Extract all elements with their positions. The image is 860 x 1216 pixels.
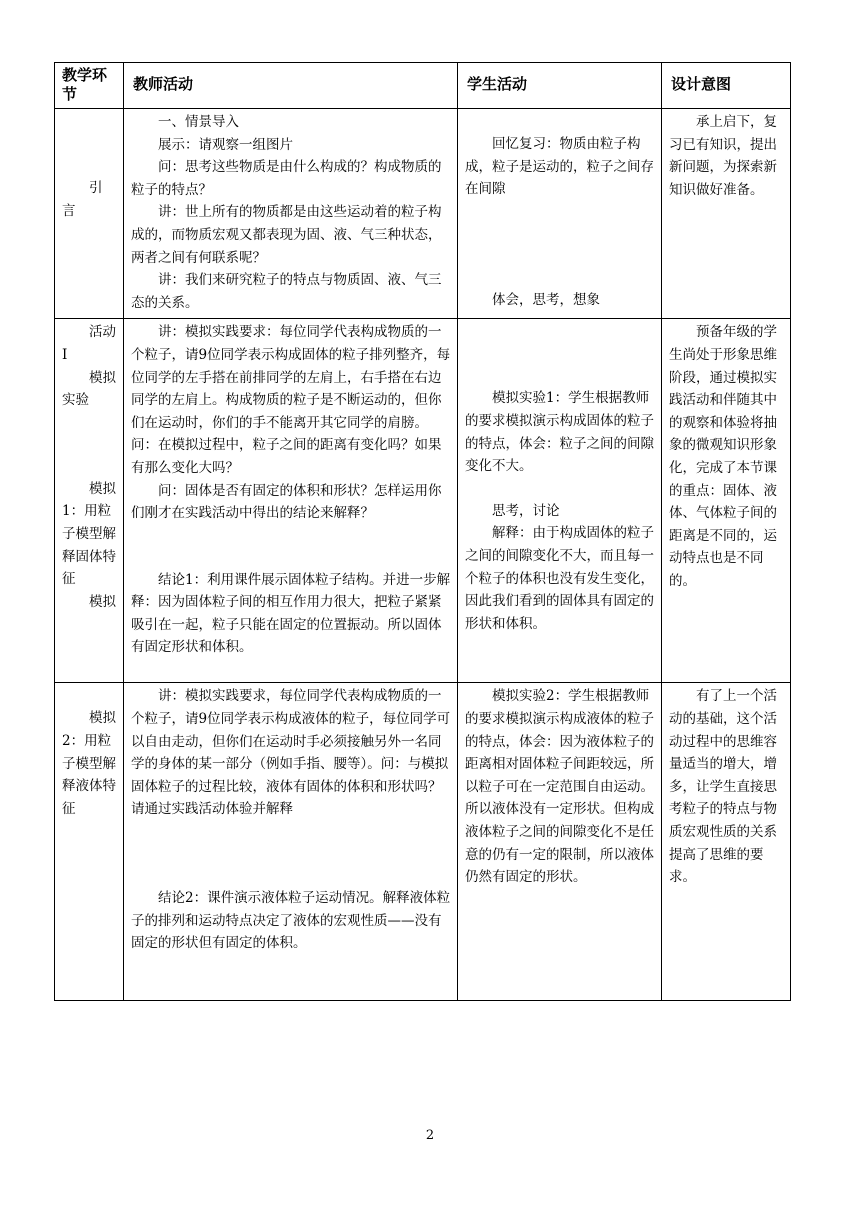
- table-header-row: [55, 63, 791, 109]
- design-intent-cell: [662, 683, 791, 1001]
- paragraph: 解释：由于构成固体的粒子之间的间隙变化不大，而且每一个粒子的体积也没有发生变化，因此我们看到的固体具有固定的形状和体积。: [465, 525, 654, 632]
- stage-text: 模拟2：用粒子模型解释液体特征: [62, 710, 116, 817]
- header-student-activity: 学生活动: [458, 63, 662, 109]
- design-intent-cell: [662, 109, 791, 319]
- paragraph: 体会，思考，想象: [492, 291, 600, 308]
- paragraph: 展示：请观察一组图片: [158, 136, 293, 153]
- header-teacher-activity: 教师活动: [124, 63, 458, 109]
- header-stage: 教学环节: [55, 63, 124, 109]
- paragraph: 有了上一个活动的基础，这个活动过程中的思维容量适当的增大，增多，让学生直接思考粒子的特点与物质宏观性质的关系提高了思维的要求。: [669, 688, 777, 886]
- table-row: [55, 319, 791, 683]
- table-row: [55, 109, 791, 319]
- page-number: 2: [425, 1128, 435, 1143]
- paragraph: 讲：模拟实践要求，每位同学代表构成物质的一个粒子，请9位同学表示构成液体的粒子，每位同学可以自由走动，但你们在运动时手必须接触另外一名同学的身体的某一部分（例如手指、腰等）。问：与模拟固体粒子的过程比较，液体有固体的体积和形状吗？请通过实践活动体验并解释: [131, 688, 451, 818]
- paragraph: 一、情景导入: [158, 114, 239, 130]
- paragraph: 模拟实验2：学生根据教师的要求模拟演示构成液体的粒子的特点，体会：因为液体粒子的距离相对固体粒子间距较远，所以粒子可在一定范围自由运动。所以液体没有一定形状。但构成液体粒子之间的间隙变化不是任意的仍有一定的限制，所以液体仍然有固定的形状。: [465, 688, 654, 886]
- paragraph: 结论1：利用课件展示固体粒子结构。并进一步解释：因为固体粒子间的相互作用力很大，把粒子紧紧吸引在一起，粒子只能在固定的位置振动。所以固体有固定形状和体积。: [131, 571, 451, 656]
- paragraph: 思考，讨论: [492, 502, 560, 519]
- paragraph: 问：思考这些物质是由什么构成的？构成物质的粒子的特点？: [131, 159, 442, 198]
- stage-text: 言: [62, 202, 76, 219]
- paragraph: 讲：模拟实践要求：每位同学代表构成物质的一个粒子，请9位同学表示构成固体的粒子排列整齐，每位同学的左手搭在前排同学的左肩上，右手搭在右边同学的左肩上。构成物质的粒子是不断运动的，但你们在运动时，你们的手不能离开其它同学的肩膀。问：在模拟过程中，粒子之间的距离有变化吗？如果有那么变化大吗？: [131, 324, 451, 476]
- paragraph: 结论2：课件演示液体粒子运动情况。解释液体粒子的排列和运动特点决定了液体的宏观性质——没有固定的形状但有固定的体积。: [131, 889, 451, 952]
- teacher-activity-cell: [124, 683, 458, 1001]
- paragraph: 讲：世上所有的物质都是由这些运动着的粒子构成的，而物质宏观又都表现为固、液、气三种状态，两者之间有何联系呢？: [131, 204, 442, 266]
- paragraph: 承上启下，复习已有知识，提出新问题，为探索新知识做好准备。: [669, 114, 777, 198]
- design-intent-cell: [662, 319, 791, 683]
- student-activity-cell: [458, 319, 662, 683]
- stage-cell: [55, 319, 124, 683]
- student-activity-cell: [458, 109, 662, 319]
- paragraph: 讲：我们来研究粒子的特点与物质固、液、气三态的关系。: [131, 272, 442, 311]
- student-activity-cell: [458, 683, 662, 1001]
- paragraph: 问：固体是否有固定的体积和形状？怎样运用你们刚才在实践活动中得出的结论来解释？: [131, 482, 442, 522]
- paragraph: 模拟实验1：学生根据教师的要求模拟演示构成固体的粒子的特点，体会：粒子之间的间隙变化不大。: [465, 390, 654, 475]
- stage-text: 活动Ⅰ: [62, 324, 116, 363]
- stage-cell: [55, 683, 124, 1001]
- teacher-activity-cell: [124, 109, 458, 319]
- header-design-intent: 设计意图: [662, 63, 791, 109]
- paragraph: 预备年级的学生尚处于形象思维阶段，通过模拟实践活动和伴随其中的观察和体验将抽象的微观知识形象化，完成了本节课的重点：固体、液体、气体粒子间的距离是不同的，运动特点也是不同的。: [669, 324, 777, 589]
- stage-cell: [55, 109, 124, 319]
- lesson-plan-table: [54, 62, 791, 1001]
- stage-text: 模拟: [89, 593, 116, 610]
- table-row: [55, 683, 791, 1001]
- stage-text: 模拟1：用粒子模型解释固体特征: [62, 480, 116, 588]
- paragraph: 回忆复习：物质由粒子构成，粒子是运动的，粒子之间存在间隙: [465, 136, 654, 198]
- stage-text: 模拟实验: [62, 369, 116, 409]
- teacher-activity-cell: [124, 319, 458, 683]
- stage-text: 引: [89, 180, 103, 196]
